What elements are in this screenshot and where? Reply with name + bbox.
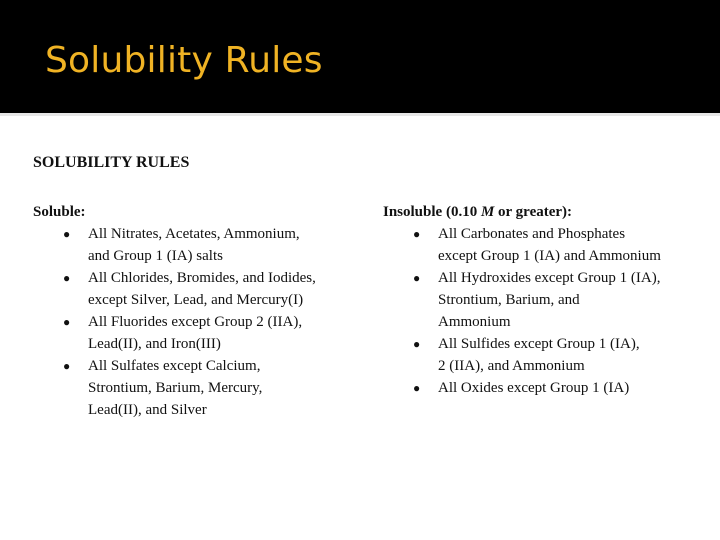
list-item bbox=[383, 333, 713, 377]
insoluble-label-suffix: or greater): bbox=[494, 204, 573, 220]
bullet-icon: ● bbox=[413, 227, 421, 241]
insoluble-column bbox=[383, 201, 713, 399]
soluble-column bbox=[33, 201, 363, 421]
slide-title: Solubility Rules bbox=[45, 40, 323, 81]
insoluble-label-prefix: Insoluble (0.10 bbox=[383, 204, 481, 220]
insoluble-label bbox=[383, 201, 713, 223]
bullet-icon: ● bbox=[413, 381, 421, 395]
list-item bbox=[33, 311, 363, 355]
bullet-icon: ● bbox=[63, 315, 71, 329]
list-item bbox=[383, 223, 713, 267]
title-divider bbox=[0, 113, 720, 116]
rule-text: All Oxides except Group 1 (IA) bbox=[438, 380, 630, 396]
rule-text: All Chlorides, Bromides, and Iodides, except Silver, Lead, and Mercury(I) bbox=[88, 270, 316, 308]
list-item bbox=[383, 377, 713, 399]
list-item bbox=[33, 267, 363, 311]
rule-text: All Hydroxides except Group 1 (IA), Strontium, Barium, and Ammonium bbox=[438, 270, 661, 330]
bullet-icon: ● bbox=[63, 227, 71, 241]
soluble-label: Soluble: bbox=[33, 204, 86, 220]
list-item bbox=[33, 223, 363, 267]
bullet-icon: ● bbox=[413, 337, 421, 351]
rule-text: All Fluorides except Group 2 (IIA), Lead(II), and Iron(III) bbox=[88, 314, 303, 352]
rule-text: All Carbonates and Phosphates except Group 1 (IA) and Ammonium bbox=[438, 226, 661, 264]
bullet-icon: ● bbox=[63, 271, 71, 285]
rule-text: All Sulfates except Calcium, Strontium, Barium, Mercury, Lead(II), and Silver bbox=[88, 358, 263, 418]
list-item bbox=[383, 267, 713, 333]
bullet-icon: ● bbox=[63, 359, 71, 373]
rule-text: All Nitrates, Acetates, Ammonium, and Group 1 (IA) salts bbox=[88, 226, 300, 264]
insoluble-rules-list bbox=[383, 223, 713, 399]
document-heading: SOLUBILITY RULES bbox=[33, 154, 190, 171]
bullet-icon: ● bbox=[413, 271, 421, 285]
title-bar bbox=[0, 0, 720, 113]
insoluble-label-unit: M bbox=[480, 204, 495, 220]
list-item bbox=[33, 355, 363, 421]
soluble-rules-list bbox=[33, 223, 363, 421]
rule-text: All Sulfides except Group 1 (IA), 2 (IIA), and Ammonium bbox=[438, 336, 640, 374]
